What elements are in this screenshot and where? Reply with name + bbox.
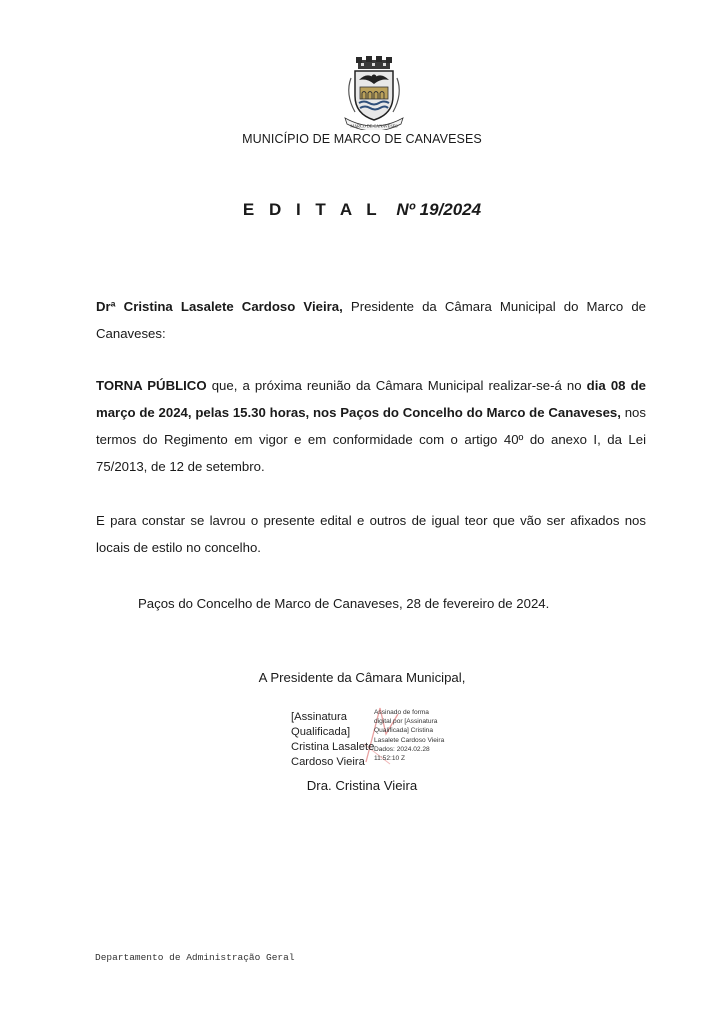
signature-block-left bbox=[291, 710, 374, 770]
announcement-lead: TORNA PÚBLICO bbox=[96, 378, 207, 393]
president-name: Drª Cristina Lasalete Cardoso Vieira, bbox=[96, 299, 343, 314]
municipality-name: MUNICÍPIO DE MARCO DE CANAVESES bbox=[242, 132, 482, 146]
paragraph-president bbox=[96, 293, 646, 347]
signature-line: Qualificada] bbox=[291, 726, 351, 738]
notice-word: E D I T A L bbox=[242, 200, 382, 219]
signature-detail: Assinado de forma bbox=[374, 709, 429, 716]
signature-detail: digital por [Assinatura bbox=[374, 718, 438, 726]
notice-title bbox=[0, 200, 724, 220]
signature-detail: 11:52:10 Z bbox=[374, 755, 406, 763]
announcement-text-a: que, a próxima reunião da Câmara Municipal realizar-se-á no bbox=[206, 378, 587, 393]
svg-text:MARCO DE CANAVESES: MARCO DE CANAVESES bbox=[350, 123, 398, 129]
notice-number: Nº 19/2024 bbox=[396, 200, 482, 219]
signature-line: [Assinatura bbox=[291, 711, 347, 723]
signature-detail: Dados: 2024.02.28 bbox=[374, 745, 430, 753]
announcement-text-b: nos termos do Regimento em vigor e em conformidade com o artigo 40º do anexo I, da Lei 75/2013, de 12 de setembro. bbox=[96, 405, 646, 474]
president-role: Presidente da Câmara Municipal do Marco de Canaveses: bbox=[96, 299, 646, 341]
meeting-details: dia 08 de março de 2024, pelas 15.30 horas, nos Paços do Concelho do Marco de Canaveses, bbox=[96, 378, 646, 420]
signature-block-right bbox=[374, 708, 464, 763]
signature-detail: Qualificada] Cristina bbox=[374, 727, 434, 735]
signature-line: Cardoso Vieira bbox=[291, 756, 365, 768]
footer-department: Departamento de Administração Geral bbox=[95, 952, 295, 963]
paragraph-posting: E para constar se lavrou o presente edital e outros de igual teor que vão ser afixados nos locais de estilo no concelho. bbox=[96, 513, 646, 555]
closing-line: A Presidente da Câmara Municipal, bbox=[258, 670, 466, 685]
signature-detail: Lasalete Cardoso Vieira bbox=[374, 736, 445, 744]
paragraph-announcement bbox=[96, 372, 646, 480]
date-line: Paços do Concelho de Marco de Canaveses, 28 de fevereiro de 2024. bbox=[138, 596, 550, 611]
municipal-crest-icon bbox=[341, 54, 407, 130]
signer-name: Dra. Cristina Vieira bbox=[306, 778, 418, 793]
signature-line: Cristina Lasalete bbox=[291, 741, 375, 753]
